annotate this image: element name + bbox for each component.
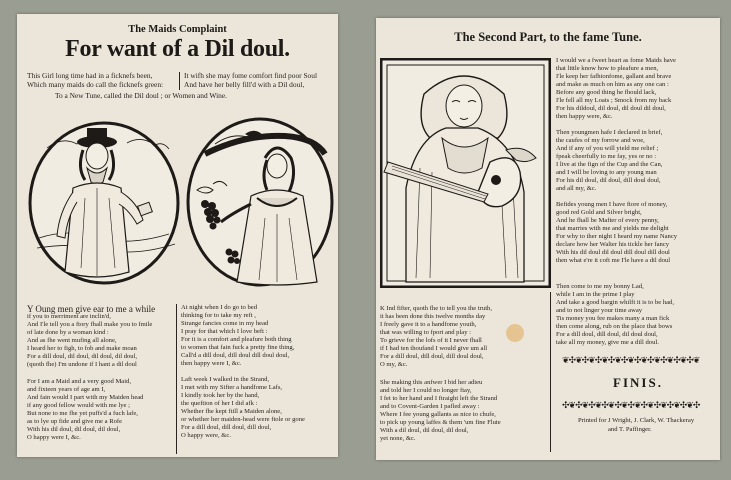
left-tune-line: To a New Tune, called the Dil doul ; or Women and Wine. — [55, 91, 227, 100]
intro-line: And have her belly fill'd with a Dil doul, — [184, 80, 305, 89]
verse-line: Tis money you fee makes many a man fick — [556, 315, 670, 322]
verse-line: declare how her Walter his tickle her fancy — [556, 241, 670, 248]
verse-line: Laft week I walked in the Strand, — [181, 376, 270, 383]
verse-line: For a dill doul, dill doul, dill doul, — [181, 424, 272, 431]
verse-line: then happy were I, &c. — [181, 360, 242, 367]
verse-line: I pray for that which I love beft : — [181, 328, 268, 335]
verse-line: then what e're it coft me I'le have a dil doul — [556, 257, 671, 264]
verse-line: For I am a Maid and a very good Maid, — [27, 378, 132, 385]
column-divider — [176, 304, 177, 454]
verse-line: take all my money, give me a dill doul. — [556, 339, 659, 346]
ornament-border-bottom: ✣❦✣❦✣❦✣❦✣❦✣❦✣❦✣❦✣❦✣❦✣ — [562, 401, 700, 411]
verse-line: K Ind fifter, quoth fhe to tell you the truth, — [380, 305, 492, 312]
verse-line: the caufes of my forrow and woe, — [556, 137, 645, 144]
intro-divider — [179, 72, 180, 90]
verse-line: or whether her maiden-head were ftole or gone — [181, 416, 305, 423]
verse-line: I would we a fweet heart as fome Maids have — [556, 57, 676, 64]
verse-line: I'le fell all my Loats ; Smock from my back — [556, 97, 672, 104]
verse-line: as to lye up fide and give me a Rofe — [27, 418, 123, 425]
verse-line: For a dill doul, dill doul, dil doul doul, — [556, 331, 658, 338]
library-stamp — [506, 324, 524, 342]
verse-line: O happy were, &c. — [181, 432, 231, 439]
verse-line: that little know how to pleafure a men, — [556, 65, 659, 72]
verse-line: and to not linger your time away — [556, 307, 643, 314]
verse-line: and make as much on him as any one can : — [556, 81, 669, 88]
verse-line: I fet to her hand and I ftraight left the Strand — [380, 395, 498, 402]
verse-line: I met with my Sifter a handfome Lafs, — [181, 384, 283, 391]
verse-line: I freely gave it to a handfome youth, — [380, 321, 477, 328]
woodcut-lute-player-illustration — [380, 58, 551, 288]
verse-line: And he fhall be Mafter of every penny, — [556, 217, 659, 224]
verse-line: then come along, rub on the place that bows — [556, 323, 673, 330]
ornament-border-top: ❦✣❦✣❦✣❦✣❦✣❦✣❦✣❦✣❦✣❦✣❦ — [562, 356, 700, 366]
left-broadside-page — [17, 14, 338, 457]
verse-line: and I will be loving to any young man — [556, 169, 657, 176]
verse-line: With his dil doul, dil doul, dil doul, — [27, 426, 121, 433]
verse-line: Befides young men I have ftore of money, — [556, 201, 668, 208]
verse-line: good red Gold and Silver bright, — [556, 209, 642, 216]
finis-label: FINIS. — [613, 375, 663, 390]
verse-line: And fain would I part with my Maiden head — [27, 394, 144, 401]
verse-line: I live at the fign of the Cup and the Can, — [556, 161, 663, 168]
verse-line: But none to me fhe yet puffs'd a fuch lafe, — [27, 410, 138, 417]
verse-line: She making this anfwer I bid her adieu — [380, 379, 483, 386]
verse-line: if you to merriment are inclin'd, — [27, 313, 111, 320]
verse-line: then happy were, &c. — [556, 113, 613, 120]
verse-line: if any good fellow would with me lye ; — [27, 402, 130, 409]
verse-line: Y Oung men give ear to me a while — [27, 304, 156, 314]
verse-line: Then youngmen hafe I declared in brief, — [556, 129, 663, 136]
woodcut-man-illustration — [27, 118, 181, 288]
verse-line: Before any good thing he fhould lack, — [556, 89, 657, 96]
imprint-line: Printed for J Wright, J. Clark, W. Thackeray — [578, 417, 695, 424]
imprint-line: and T. Paffinger. — [608, 426, 652, 433]
verse-line: At night when I do go to bed — [181, 304, 258, 311]
verse-line: With his dil doul dil doul dill doul dill doul — [556, 249, 670, 256]
verse-line: For a dill doul, dil doul, dil doul, dil doul, — [27, 353, 138, 360]
verse-line: thinking for to take my reft , — [181, 312, 256, 319]
verse-line: that marries with me and yields me delight — [556, 225, 669, 232]
verse-line: and all my, &c. — [556, 185, 597, 192]
verse-line: fpeak cheerfully to me fay, yes or no : — [556, 153, 657, 160]
verse-line: it has been done this twelve months day — [380, 313, 486, 320]
verse-line: to pick up young laffes & them 'um fine Flute — [380, 419, 501, 426]
verse-line: For a dill doul, dill doul, dill doul doul, — [380, 353, 484, 360]
verse-line: For his dil doul, dil doul, dill doul doul, — [556, 177, 661, 184]
woodcut-woman-illustration — [185, 114, 335, 290]
verse-line: I heard her to figh, to fob and make moan — [27, 345, 137, 352]
verse-line: And take a good bargin whilft it is to be had, — [556, 299, 674, 306]
verse-line: To grieve for the lofs of it I never fhall — [380, 337, 482, 344]
verse-line: I'le keep her fafhionfome, gallant and brave — [556, 73, 672, 80]
verse-line: and to Covent-Garden I pafled away : — [380, 403, 480, 410]
verse-line: Where I fee young gallants as nice to chufe, — [380, 411, 496, 418]
verse-line: and told her I could no longer ftay, — [380, 387, 472, 394]
verse-line: O my, &c. — [380, 361, 408, 368]
verse-line: (quoth fhe) I'm undone if I hant a dil doul — [27, 361, 137, 368]
verse-line: the queftion of her I did afk : — [181, 400, 258, 407]
column-divider — [550, 292, 551, 452]
verse-line: yet none, &c. — [380, 435, 416, 442]
right-broadside-page — [376, 18, 720, 460]
intro-line: It wifh she may fome comfort find poor Soul — [184, 71, 318, 80]
left-title-small: The Maids Complaint — [128, 24, 227, 35]
verse-line: and fixteen years of age am I, — [27, 386, 106, 393]
verse-line: that was willing to fport and play : — [380, 329, 472, 336]
verse-line: while I am in the prime I play — [556, 291, 635, 298]
verse-line: With a dil doul, dil doul, dil doul, — [380, 427, 469, 434]
verse-line: And I'le tell you a ftory fhall make you to fmile — [27, 321, 153, 328]
verse-line: Whether fhe kept ftill a Maiden alone, — [181, 408, 282, 415]
intro-line: This Girl long time had in a ficknefs been, — [27, 71, 153, 80]
verse-line: I kindly took her by the hand, — [181, 392, 260, 399]
right-title: The Second Part, to the fame Tune. — [454, 30, 642, 44]
left-title-large: For want of a Dil doul. — [65, 36, 290, 62]
verse-line: And as fhe went mufing all alone, — [27, 337, 117, 344]
verse-line: And if any of you will yield me relief ; — [556, 145, 659, 152]
verse-line: Strange fancies come in my head — [181, 320, 269, 327]
verse-line: if I had ten thoufand I would give um all — [380, 345, 488, 352]
verse-line: For why to ther night I heard my name Nancy — [556, 233, 678, 240]
verse-line: O happy were I, &c. — [27, 434, 81, 441]
verse-line: to women that fain fuck a pretty fine thing, — [181, 344, 295, 351]
verse-line: Then come to me my bonny Lad, — [556, 283, 644, 290]
verse-line: For his dildoul, dil doul, dil doul dil doul, — [556, 105, 666, 112]
verse-line: Call'd a dill doul, dill doul dill doul doul, — [181, 352, 290, 359]
intro-line: Which many maids do call the ficknefs green: — [27, 80, 164, 89]
verse-line: For it is a comfort and pleafure both thing — [181, 336, 292, 343]
verse-line: of late done by a woman kind : — [27, 329, 109, 336]
